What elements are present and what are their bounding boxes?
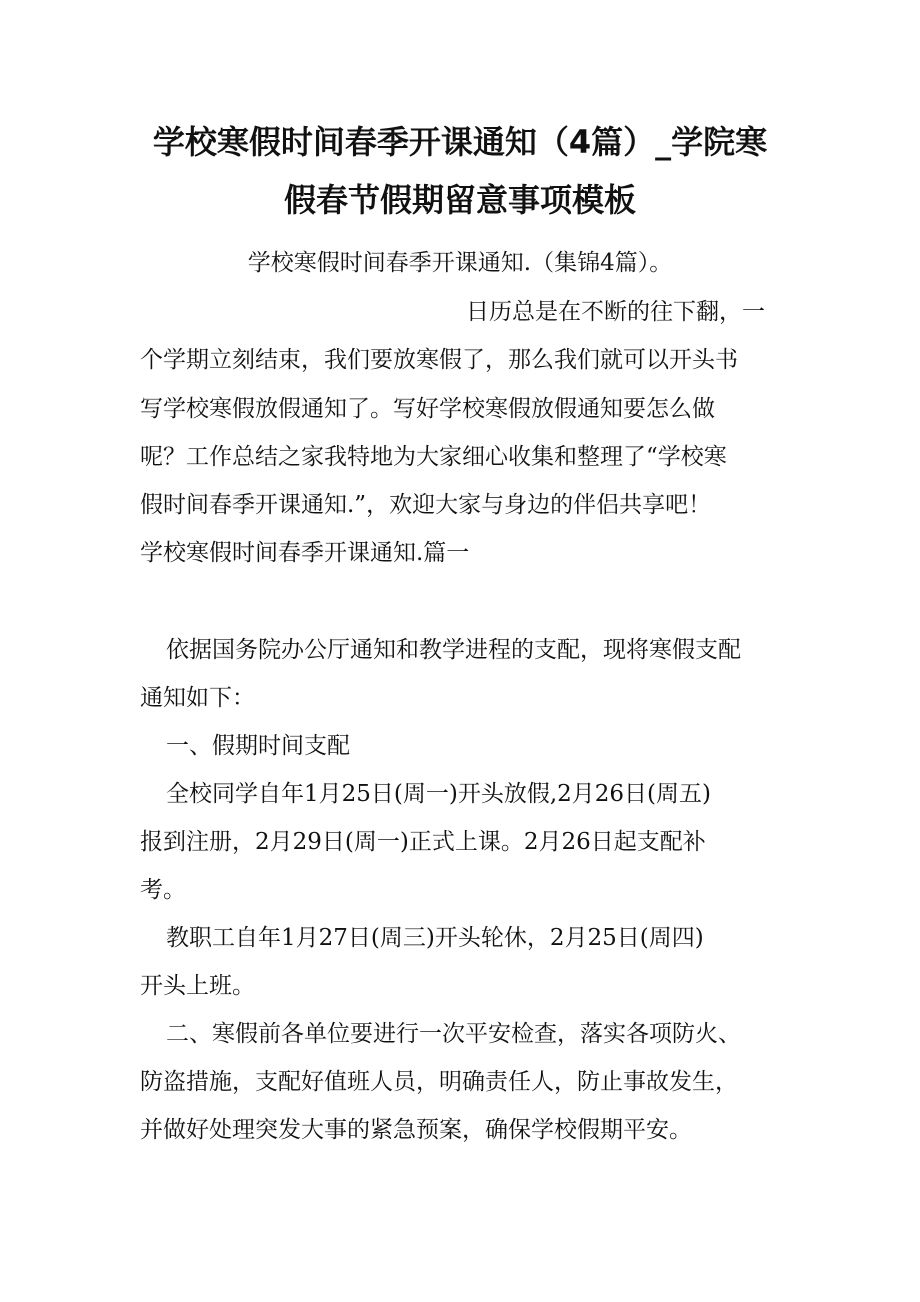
body-line: 一、假期时间支配 (166, 733, 350, 759)
body-line: 全校同学自年1月25日(周一)开头放假,2月26日(周五) (166, 781, 712, 807)
body-line: 考。 (140, 877, 186, 903)
intro-line: 写学校寒假放假通知了。写好学校寒假放假通知要怎么做 (140, 396, 715, 422)
body-line: 并做好处理突发大事的紧急预案，确保学校假期平安。 (140, 1117, 692, 1143)
document-subtitle: 学校寒假时间春季开课通知.（集锦4篇）。 (247, 250, 673, 276)
body-line: 通知如下： (140, 685, 255, 711)
section-heading: 学校寒假时间春季开课通知.篇一 (140, 540, 470, 566)
body-line: 依据国务院办公厅通知和教学进程的支配，现将寒假支配 (166, 637, 741, 663)
document-title-line-2: 假春节假期留意事项模板 (283, 181, 636, 219)
document-title-line-1: 学校寒假时间春季开课通知（4篇）_学院寒 (152, 123, 768, 161)
body-line: 开头上班。 (140, 973, 255, 999)
body-line: 报到注册，2月29日(周一)正式上课。2月26日起支配补 (140, 829, 706, 855)
intro-line: 个学期立刻结束，我们要放寒假了，那么我们就可以开头书 (140, 347, 738, 373)
intro-line: 日历总是在不断的往下翻，一 (466, 299, 765, 325)
intro-line: 呢？工作总结之家我特地为大家细心收集和整理了“学校寒 (140, 444, 727, 470)
body-line: 教职工自年1月27日(周三)开头轮休，2月25日(周四) (166, 925, 704, 951)
intro-line: 假时间春季开课通知.”，欢迎大家与身边的伴侣共享吧！ (140, 492, 712, 518)
body-line: 防盗措施，支配好值班人员，明确责任人，防止事故发生， (140, 1069, 738, 1095)
body-line: 二、寒假前各单位要进行一次平安检查，落实各项防火、 (166, 1021, 741, 1047)
